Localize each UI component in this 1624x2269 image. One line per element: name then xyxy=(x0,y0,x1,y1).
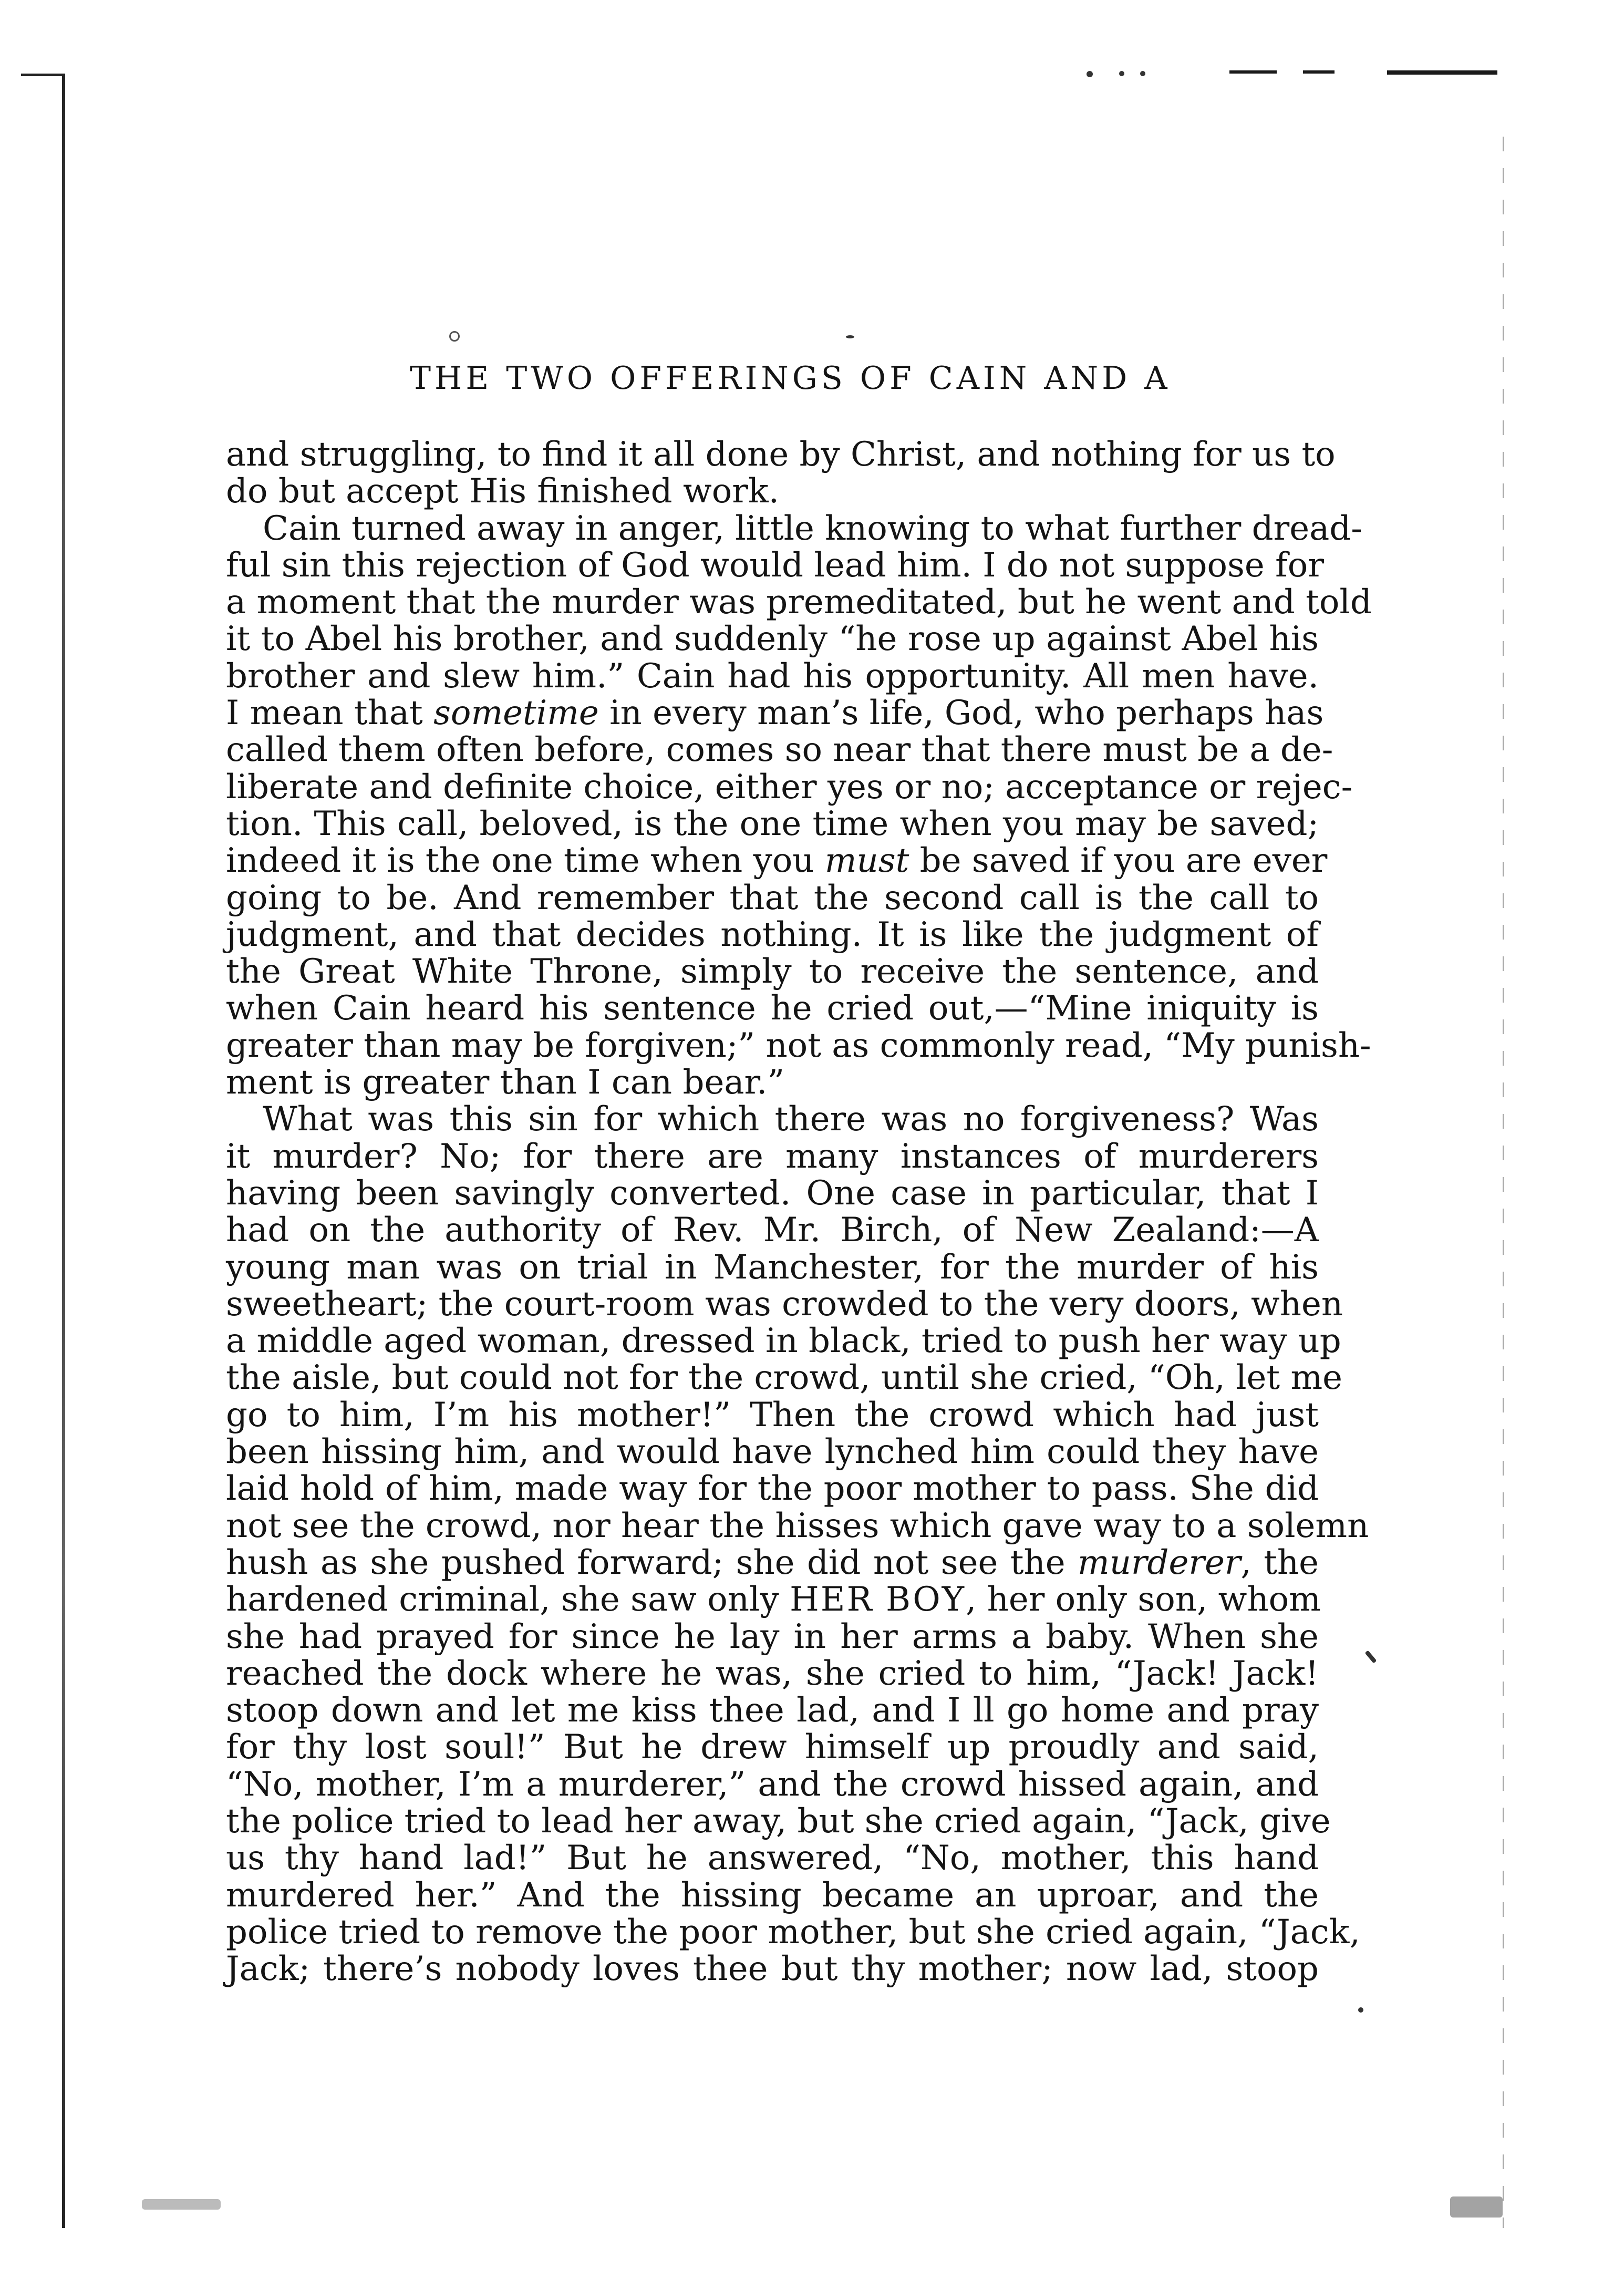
text-line: reached the dock where he was, she cried to him, “Jack! Jack! xyxy=(226,1654,1319,1693)
text-line: “No, mother, I’m a murderer,” and the crowd hissed again, and xyxy=(226,1765,1319,1804)
text-line: Cain turned away in anger, little knowing to what further dread- xyxy=(263,509,1362,548)
binding-edge-top xyxy=(21,74,65,76)
text-line: judgment, and that decides nothing. It is like the judgment of xyxy=(226,915,1319,954)
text-line: Jack; there’s nobody loves thee but thy mother; now lad, stoop xyxy=(226,1950,1319,1989)
text-line: sweetheart; the court-room was crowded to the very doors, when xyxy=(226,1284,1343,1324)
text-line xyxy=(226,1544,1319,1581)
speck xyxy=(1140,71,1145,76)
text-line: us thy hand lad!” But he answered, “No, mother, this hand xyxy=(226,1839,1319,1878)
text-run: in every man’s life, God, who perhaps has xyxy=(598,694,1324,733)
text-line: the aisle, but could not for the crowd, until she cried, “Oh, let me xyxy=(226,1358,1343,1398)
text-line: the police tried to lead her away, but she cried again, “Jack, give xyxy=(226,1801,1331,1841)
binding-edge xyxy=(62,74,65,2228)
text-line: brother and slew him.” Cain had his opportunity. All men have. xyxy=(226,656,1319,696)
text-line: the Great White Throne, simply to receive the sentence, and xyxy=(226,952,1319,992)
text-line: laid hold of him, made way for the poor mother to pass. She did xyxy=(226,1469,1319,1509)
speck xyxy=(1358,2007,1363,2013)
text-line: it to Abel his brother, and suddenly “he rose up against Abel his xyxy=(226,620,1319,659)
body-text xyxy=(226,435,1372,1989)
text-line: liberate and definite choice, either yes or no; acceptance or rejec- xyxy=(226,767,1353,807)
speck xyxy=(142,2199,221,2210)
text-run: hardened criminal, she saw only xyxy=(226,1580,790,1620)
emphasis: sometime xyxy=(433,694,599,733)
speck xyxy=(1087,71,1093,77)
speck xyxy=(1119,71,1124,76)
text-line: a moment that the murder was premeditated, but he went and told xyxy=(226,583,1372,622)
text-line: young man was on trial in Manchester, for the murder of his xyxy=(226,1247,1319,1287)
text-line: she had prayed for since he lay in her arms a baby. When she xyxy=(226,1617,1319,1656)
speck xyxy=(846,335,854,338)
running-header: THE TWO OFFERINGS OF CAIN AND A xyxy=(410,360,1171,397)
text-line: going to be. And remember that the second call is the call to xyxy=(226,878,1319,917)
text-run: be saved if you are ever xyxy=(909,841,1328,881)
text-line: for thy lost soul!” But he drew himself up proudly and said, xyxy=(226,1728,1319,1767)
text-line: ment is greater than I can bear.” xyxy=(226,1063,785,1102)
text-line: police tried to remove the poor mother, but she cried again, “Jack, xyxy=(226,1912,1360,1952)
text-run: , the xyxy=(1240,1543,1319,1582)
top-edge-mark xyxy=(1387,70,1497,75)
text-line: not see the crowd, nor hear the hisses which gave way to a solemn xyxy=(226,1506,1369,1545)
small-caps-run: HER BOY xyxy=(789,1580,966,1620)
text-line: greater than may be forgiven;” not as commonly read, “My punish- xyxy=(226,1026,1371,1065)
speck xyxy=(449,331,460,342)
text-line: do but accept His finished work. xyxy=(226,472,779,511)
text-run: indeed it is the one time when you xyxy=(226,841,825,881)
speck xyxy=(1365,1650,1377,1663)
top-edge-mark xyxy=(1229,70,1277,74)
text-line: when Cain heard his sentence he cried out,—“Mine iniquity is xyxy=(226,989,1319,1028)
text-line: and struggling, to find it all done by Christ, and nothing for us to xyxy=(226,435,1336,474)
text-line xyxy=(226,694,1324,733)
text-line: been hissing him, and would have lynched him could they have xyxy=(226,1432,1319,1472)
text-run: , her only son, whom xyxy=(965,1580,1321,1620)
text-line: had on the authority of Rev. Mr. Birch, of New Zealand:—A xyxy=(226,1211,1319,1250)
text-line: called them often before, comes so near that there must be a de- xyxy=(226,730,1333,770)
text-line: tion. This call, beloved, is the one time when you may be saved; xyxy=(226,804,1319,843)
text-line: it murder? No; for there are many instances of murderers xyxy=(226,1137,1319,1176)
top-edge-mark xyxy=(1303,70,1335,74)
emphasis: must xyxy=(824,841,909,881)
page-edge-right xyxy=(1503,137,1504,2228)
text-line xyxy=(226,841,1328,881)
text-line: a middle aged woman, dressed in black, tried to push her way up xyxy=(226,1322,1341,1361)
text-line: murdered her.” And the hissing became an uproar, and the xyxy=(226,1875,1319,1915)
text-line: stoop down and let me kiss thee lad, and I ll go home and pray xyxy=(226,1691,1319,1730)
text-line: go to him, I’m his mother!” Then the crowd which had just xyxy=(226,1395,1319,1435)
text-run: I mean that xyxy=(226,694,434,733)
text-line: ful sin this rejection of God would lead him. I do not suppose for xyxy=(226,545,1324,585)
text-run: hush as she pushed forward; she did not see the xyxy=(226,1543,1078,1582)
text-line xyxy=(226,1581,1319,1618)
speck xyxy=(1450,2196,1503,2218)
text-line: What was this sin for which there was no forgiveness? Was xyxy=(263,1100,1319,1139)
emphasis: murderer xyxy=(1078,1543,1241,1582)
text-line: having been savingly converted. One case in particular, that I xyxy=(226,1173,1319,1213)
